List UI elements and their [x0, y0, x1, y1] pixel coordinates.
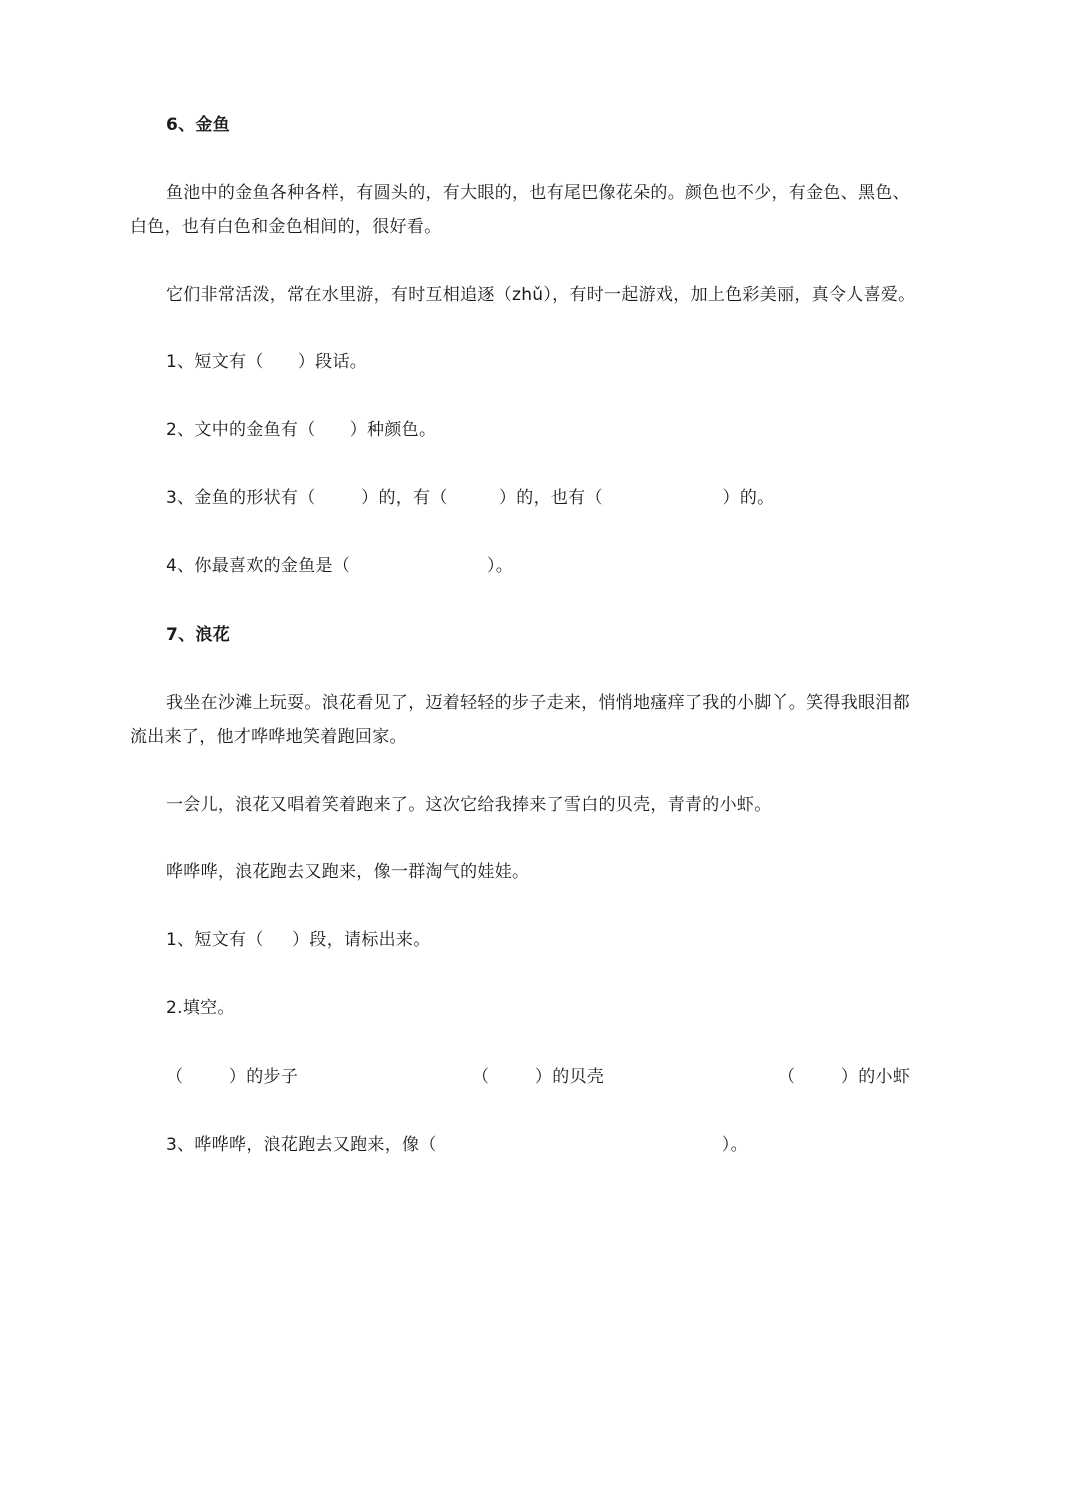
- section7-para1-line2: 流出来了，他才哗哗地笑着跑回家。: [130, 727, 407, 747]
- section7-title: 7、浪花: [166, 625, 231, 645]
- section6-question-3: 3、金鱼的形状有（ ）的，有（ ）的，也有（ ）的。: [166, 488, 775, 508]
- section7-question-1: 1、短文有（ ）段，请标出来。: [166, 930, 431, 950]
- section6-para1-line1: 鱼池中的金鱼各种各样，有圆头的，有大眼的，也有尾巴像花朵的。颜色也不少，有金色、黑色、: [166, 183, 910, 203]
- section6-question-4: 4、你最喜欢的金鱼是（ ）。: [166, 556, 514, 576]
- section6-question-1: 1、短文有（ ）段话。: [166, 352, 368, 372]
- section7-para3: 哗哗哗，浪花跑去又跑来，像一群淘气的娃娃。: [166, 862, 530, 882]
- section7-question-2-label: 2.填空。: [166, 998, 235, 1018]
- section6-para1-line2: 白色，也有白色和金色相间的，很好看。: [130, 217, 442, 237]
- section7-fill-2: （ ）的贝壳: [472, 1067, 605, 1087]
- section7-para1-line1: 我坐在沙滩上玩耍。浪花看见了，迈着轻轻的步子走来，悄悄地瘙痒了我的小脚丫。笑得我眼泪都: [166, 693, 910, 713]
- section6-question-2: 2、文中的金鱼有（ ）种颜色。: [166, 420, 437, 440]
- section6-title: 6、金鱼: [166, 115, 231, 135]
- section7-question-3: 3、哗哗哗，浪花跑去又跑来，像（ ）。: [166, 1135, 748, 1155]
- section7-fill-1: （ ）的步子: [166, 1067, 299, 1087]
- section7-fill-3: （ ）的小虾: [778, 1067, 911, 1087]
- section6-para2: 它们非常活泼，常在水里游，有时互相追逐（zhǔ），有时一起游戏，加上色彩美丽，真令人喜爱。: [166, 285, 916, 305]
- section7-para2: 一会儿，浪花又唱着笑着跑来了。这次它给我捧来了雪白的贝壳，青青的小虾。: [166, 795, 772, 815]
